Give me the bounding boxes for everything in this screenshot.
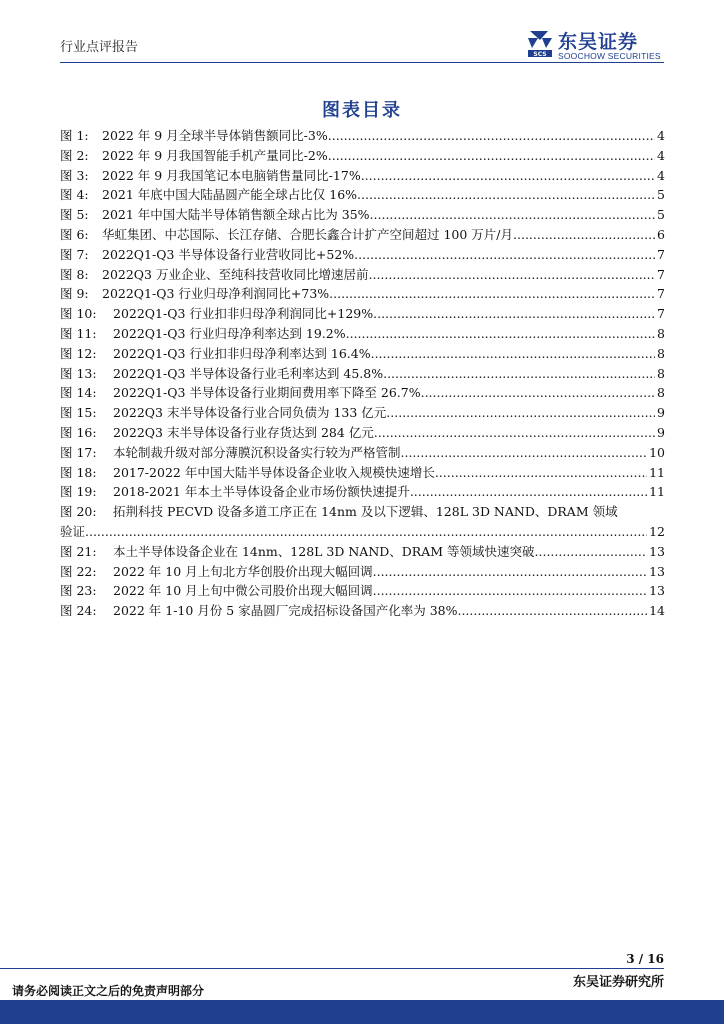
toc-leader-dots <box>383 364 655 384</box>
toc-entry[interactable] <box>60 542 665 562</box>
toc-entry-page: 7 <box>657 266 665 282</box>
toc-entry[interactable] <box>60 284 665 304</box>
toc-entry-number: 图 23: <box>60 583 97 599</box>
toc-entry-page: 14 <box>649 603 665 619</box>
toc-entry[interactable] <box>60 166 665 186</box>
toc-entry[interactable] <box>60 265 665 285</box>
toc-entry-number: 图 19: <box>60 484 97 500</box>
toc-leader-dots <box>369 265 656 285</box>
toc-entry-title: 2022Q1-Q3 行业归母净利润同比+73% <box>102 286 330 302</box>
toc-entry-page: 6 <box>657 226 665 242</box>
toc-entry-title: 2022 年 10 月上旬中微公司股价出现大幅回调 <box>113 583 373 599</box>
page-indicator: 3 / 16 <box>626 952 664 966</box>
toc-leader-dots <box>374 423 655 443</box>
toc-leader-dots <box>361 166 655 186</box>
toc-leader-dots <box>373 304 655 324</box>
company-logo <box>526 28 676 62</box>
toc-entry-number: 图 5: <box>60 207 89 223</box>
toc-entry-title: 2022Q3 万业企业、至纯科技营收同比增速居前 <box>102 266 369 282</box>
toc-leader-dots <box>410 482 647 502</box>
toc-entry-title-continued: 验证 <box>60 523 86 539</box>
research-institute: 东吴证券研究所 <box>572 975 664 990</box>
toc-entry-title: 2018-2021 年本土半导体设备企业市场份额快速提升 <box>113 484 410 500</box>
toc-leader-dots <box>370 205 656 225</box>
toc-leader-dots <box>371 344 655 364</box>
toc-leader-dots <box>386 403 655 423</box>
toc-entry-title: 本土半导体设备企业在 14nm、128L 3D NAND、DRAM 等领域快速突破 <box>113 543 535 559</box>
toc-leader-dots <box>85 522 647 542</box>
toc-entry-number: 图 3: <box>60 167 89 183</box>
toc-leader-dots <box>346 324 655 344</box>
toc-leader-dots <box>328 126 655 146</box>
toc-entry-number: 图 22: <box>60 563 97 579</box>
toc-entry-page: 4 <box>657 128 665 143</box>
logo-chinese-name: 东吴证券 <box>558 31 639 53</box>
toc-entry-number: 图 12: <box>60 345 97 361</box>
toc-leader-dots <box>373 562 647 582</box>
toc-entry[interactable] <box>60 482 665 502</box>
figure-toc-list <box>60 126 665 621</box>
toc-entry-number: 图 8: <box>60 266 89 282</box>
toc-entry-title: 2022Q1-Q3 半导体设备行业营收同比+52% <box>102 246 355 262</box>
toc-entry[interactable] <box>60 423 665 443</box>
toc-leader-dots <box>328 146 655 166</box>
toc-entry-title: 2022 年 1-10 月份 5 家晶圆厂完成招标设备国产化率为 38% <box>113 603 458 619</box>
toc-leader-dots <box>373 581 647 601</box>
toc-entry-number: 图 24: <box>60 603 97 619</box>
toc-entry-page: 13 <box>649 583 665 599</box>
toc-entry-title: 2021 年中国大陆半导体销售额全球占比为 35% <box>102 207 370 223</box>
toc-leader-dots <box>513 225 655 245</box>
toc-leader-dots <box>435 463 647 483</box>
toc-entry-page: 13 <box>649 543 665 559</box>
toc-leader-dots <box>535 542 648 562</box>
toc-entry[interactable] <box>60 304 665 324</box>
toc-entry[interactable] <box>60 443 665 463</box>
toc-entry-title: 2022Q3 末半导体设备行业合同负债为 133 亿元 <box>113 405 387 421</box>
toc-entry-number: 图 9: <box>60 286 89 302</box>
toc-entry-page: 9 <box>657 405 665 421</box>
toc-entry[interactable] <box>60 126 665 146</box>
toc-leader-dots <box>457 601 647 621</box>
toc-entry-number: 图 6: <box>60 226 89 242</box>
toc-entry-page: 11 <box>649 484 665 500</box>
toc-title: 图表目录 <box>322 100 402 121</box>
toc-entry[interactable] <box>60 502 665 542</box>
logo-mark-icon <box>526 28 554 58</box>
toc-entry[interactable] <box>60 225 665 245</box>
toc-entry-number: 图 7: <box>60 246 89 262</box>
toc-leader-dots <box>421 383 655 403</box>
toc-entry-number: 图 11: <box>60 325 97 341</box>
toc-entry-title: 2022Q1-Q3 半导体设备行业毛利率达到 45.8% <box>113 365 384 381</box>
toc-leader-dots <box>357 185 655 205</box>
toc-entry-title: 2022 年 9 月全球半导体销售额同比-3% <box>102 128 328 143</box>
toc-entry-number: 图 20: <box>60 504 97 520</box>
toc-entry-number: 图 2: <box>60 147 89 163</box>
toc-entry-page: 10 <box>649 444 665 460</box>
toc-leader-dots <box>354 245 655 265</box>
toc-entry-number: 图 18: <box>60 464 97 480</box>
footer-brand-bar <box>0 1000 724 1024</box>
report-category: 行业点评报告 <box>60 40 139 55</box>
toc-entry-number: 图 21: <box>60 543 97 559</box>
toc-entry-title: 2022Q1-Q3 行业扣非归母净利润同比+129% <box>113 306 374 322</box>
toc-entry-number: 图 16: <box>60 424 97 440</box>
toc-entry-title: 华虹集团、中芯国际、长江存储、合肥长鑫合计扩产空间超过 100 万片/月 <box>102 226 514 242</box>
toc-leader-dots <box>401 443 648 463</box>
toc-entry-page: 8 <box>657 345 665 361</box>
toc-entry-title: 2022Q1-Q3 半导体设备行业期间费用率下降至 26.7% <box>113 385 421 401</box>
toc-entry[interactable] <box>60 205 665 225</box>
toc-entry-number: 图 15: <box>60 405 97 421</box>
toc-entry[interactable] <box>60 403 665 423</box>
svg-text:SCS: SCS <box>533 51 547 58</box>
toc-entry[interactable] <box>60 324 665 344</box>
toc-entry-title: 本轮制裁升级对部分薄膜沉积设备实行较为严格管制 <box>113 444 401 460</box>
toc-entry-page: 5 <box>657 207 665 223</box>
toc-entry[interactable] <box>60 562 665 582</box>
toc-entry-page: 4 <box>657 147 665 163</box>
toc-leader-dots <box>329 284 655 304</box>
toc-entry-title: 拓荆科技 PECVD 设备多道工序正在 14nm 及以下逻辑、128L 3D NAND、DRAM 领域 <box>113 504 618 520</box>
toc-entry[interactable] <box>60 185 665 205</box>
toc-entry-title: 2022Q3 末半导体设备行业存货达到 284 亿元 <box>113 424 374 440</box>
toc-entry-page: 9 <box>657 424 665 440</box>
disclaimer-notice: 请务必阅读正文之后的免责声明部分 <box>12 984 205 998</box>
toc-entry-page: 11 <box>649 464 665 480</box>
toc-entry-number: 图 17: <box>60 444 97 460</box>
toc-entry-page: 7 <box>657 246 665 262</box>
toc-entry-title: 2017-2022 年中国大陆半导体设备企业收入规模快速增长 <box>113 464 435 480</box>
toc-entry-number: 图 4: <box>60 187 89 203</box>
footer-divider <box>0 968 664 969</box>
toc-entry[interactable] <box>60 383 665 403</box>
toc-entry-title: 2021 年底中国大陆晶圆产能全球占比仅 16% <box>102 187 358 203</box>
logo-english-name: SOOCHOW SECURITIES <box>558 51 661 61</box>
toc-entry-page: 7 <box>657 306 665 322</box>
toc-entry[interactable] <box>60 146 665 166</box>
toc-entry-number: 图 1: <box>60 128 89 143</box>
toc-entry[interactable] <box>60 364 665 384</box>
toc-entry-page: 8 <box>657 325 665 341</box>
toc-entry-title: 2022 年 10 月上旬北方华创股价出现大幅回调 <box>113 563 373 579</box>
toc-entry-page: 7 <box>657 286 665 302</box>
toc-entry-page: 8 <box>657 385 665 401</box>
toc-entry-title: 2022Q1-Q3 行业扣非归母净利率达到 16.4% <box>113 345 371 361</box>
toc-entry-page: 13 <box>649 563 665 579</box>
toc-entry-title: 2022 年 9 月我国智能手机产量同比-2% <box>102 147 328 163</box>
header-divider <box>60 62 664 63</box>
toc-entry-number: 图 10: <box>60 306 97 322</box>
toc-entry-title: 2022 年 9 月我国笔记本电脑销售量同比-17% <box>102 167 361 183</box>
toc-entry-number: 图 13: <box>60 365 97 381</box>
toc-entry-page: 8 <box>657 365 665 381</box>
toc-entry-page: 5 <box>657 187 665 203</box>
toc-entry[interactable] <box>60 581 665 601</box>
toc-entry[interactable] <box>60 245 665 265</box>
toc-entry[interactable] <box>60 463 665 483</box>
toc-entry[interactable] <box>60 344 665 364</box>
toc-entry[interactable] <box>60 601 665 621</box>
toc-entry-number: 图 14: <box>60 385 97 401</box>
toc-entry-page: 4 <box>657 167 665 183</box>
toc-entry-page: 12 <box>649 523 665 539</box>
toc-entry-title: 2022Q1-Q3 行业归母净利率达到 19.2% <box>113 325 346 341</box>
